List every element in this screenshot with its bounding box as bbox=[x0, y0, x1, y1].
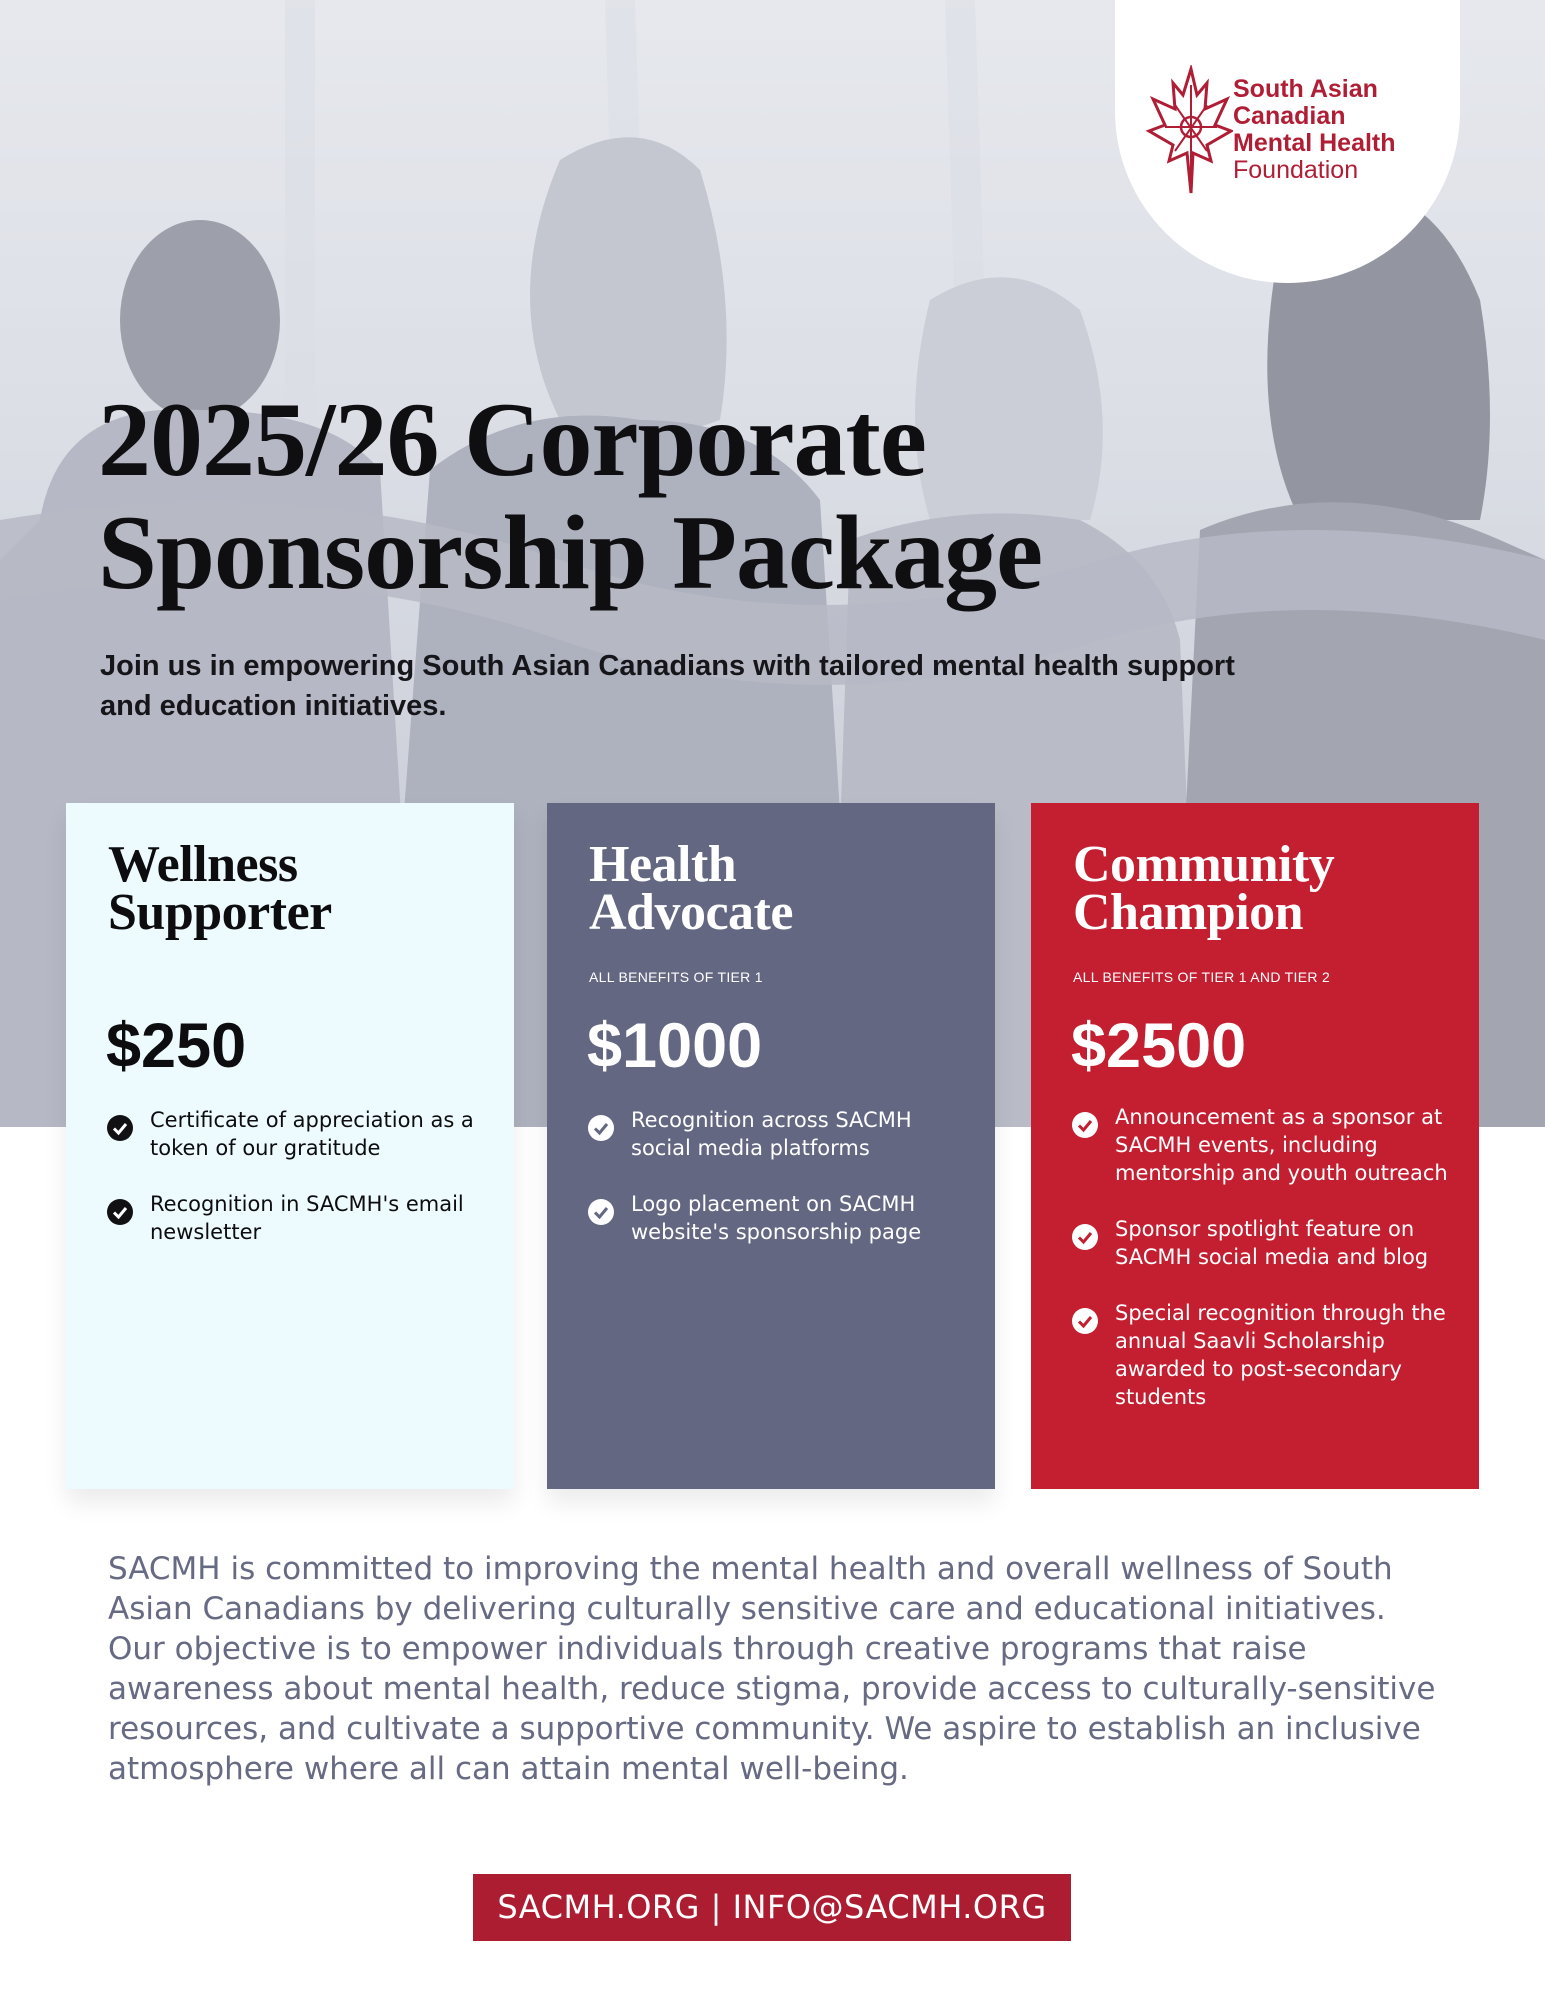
check-circle-icon bbox=[587, 1114, 615, 1142]
logo-line-3: Mental Health bbox=[1233, 129, 1396, 157]
title-line-1: 2025/26 Corporate bbox=[98, 381, 926, 498]
benefit-text: Special recognition through the annual Saavli Scholarship awarded to post-secondary students bbox=[1115, 1301, 1446, 1409]
check-circle-icon bbox=[1071, 1223, 1099, 1251]
benefit-item bbox=[587, 1106, 977, 1162]
benefit-list bbox=[1071, 1103, 1461, 1439]
benefit-item bbox=[1071, 1299, 1461, 1411]
tier-name-line-2: Champion bbox=[1073, 884, 1304, 941]
benefit-text: Announcement as a sponsor at SACMH events, including mentorship and youth outreach bbox=[1115, 1105, 1448, 1185]
benefit-item bbox=[106, 1190, 496, 1246]
tier-name-line-1: Health bbox=[589, 836, 737, 893]
tier-name-line-1: Community bbox=[1073, 836, 1335, 893]
title-line-2: Sponsorship Package bbox=[98, 494, 1043, 611]
tier-price: $2500 bbox=[1071, 1011, 1247, 1081]
contact-link[interactable]: SACMH.ORG | INFO@SACMH.ORG bbox=[473, 1874, 1071, 1941]
tier-name-line-2: Supporter bbox=[108, 884, 332, 941]
logo-line-2: Canadian bbox=[1233, 102, 1346, 130]
benefit-text: Recognition in SACMH's email newsletter bbox=[150, 1192, 464, 1244]
benefit-list bbox=[587, 1106, 977, 1274]
tier-includes-label: ALL BENEFITS OF TIER 1 bbox=[589, 969, 763, 985]
check-circle-icon bbox=[1071, 1111, 1099, 1139]
page-title bbox=[98, 383, 1198, 609]
benefit-text: Logo placement on SACMH website's sponsorship page bbox=[631, 1192, 922, 1244]
tier-price: $250 bbox=[106, 1011, 247, 1081]
logo-line-4: Foundation bbox=[1233, 156, 1359, 184]
check-circle-icon bbox=[1071, 1307, 1099, 1335]
tier-card-health-advocate bbox=[547, 803, 995, 1489]
tier-includes-label: ALL BENEFITS OF TIER 1 AND TIER 2 bbox=[1073, 969, 1331, 985]
benefit-item bbox=[587, 1190, 977, 1246]
tier-name-line-1: Wellness bbox=[108, 836, 298, 893]
benefit-item bbox=[1071, 1103, 1461, 1187]
benefit-item bbox=[106, 1106, 496, 1162]
tier-name-line-2: Advocate bbox=[589, 884, 793, 941]
tier-card-wellness-supporter bbox=[66, 803, 514, 1489]
mission-statement: SACMH is committed to improving the mental health and overall wellness of South Asian Canadians by delivering culturally sensitive care and educational initiatives. Our objective is to empower individuals through creative programs that raise awareness about mental health, reduce stigma, provide access to culturally-sensitive resources, and cultivate a supportive community. We aspire to establish an inclusive atmosphere where all can attain mental well-being. bbox=[108, 1551, 1436, 1787]
check-circle-icon bbox=[587, 1198, 615, 1226]
tier-name bbox=[108, 836, 494, 941]
benefit-list bbox=[106, 1106, 496, 1274]
benefit-item bbox=[1071, 1215, 1461, 1271]
tier-price: $1000 bbox=[587, 1011, 763, 1081]
tier-name bbox=[589, 836, 975, 941]
benefit-text: Sponsor spotlight feature on SACMH social media and blog bbox=[1115, 1217, 1429, 1269]
page-subtitle: Join us in empowering South Asian Canadians with tailored mental health support and education initiatives. bbox=[100, 650, 1235, 722]
benefit-text: Certificate of appreciation as a token of our gratitude bbox=[150, 1108, 474, 1160]
maple-leaf-icon bbox=[1145, 65, 1233, 197]
check-circle-icon bbox=[106, 1198, 134, 1226]
benefit-text: Recognition across SACMH social media platforms bbox=[631, 1108, 912, 1160]
tier-card-community-champion bbox=[1031, 803, 1479, 1489]
logo-line-1: South Asian bbox=[1233, 75, 1378, 103]
organization-logo-text bbox=[1233, 76, 1396, 184]
tier-name bbox=[1073, 836, 1459, 941]
check-circle-icon bbox=[106, 1114, 134, 1142]
